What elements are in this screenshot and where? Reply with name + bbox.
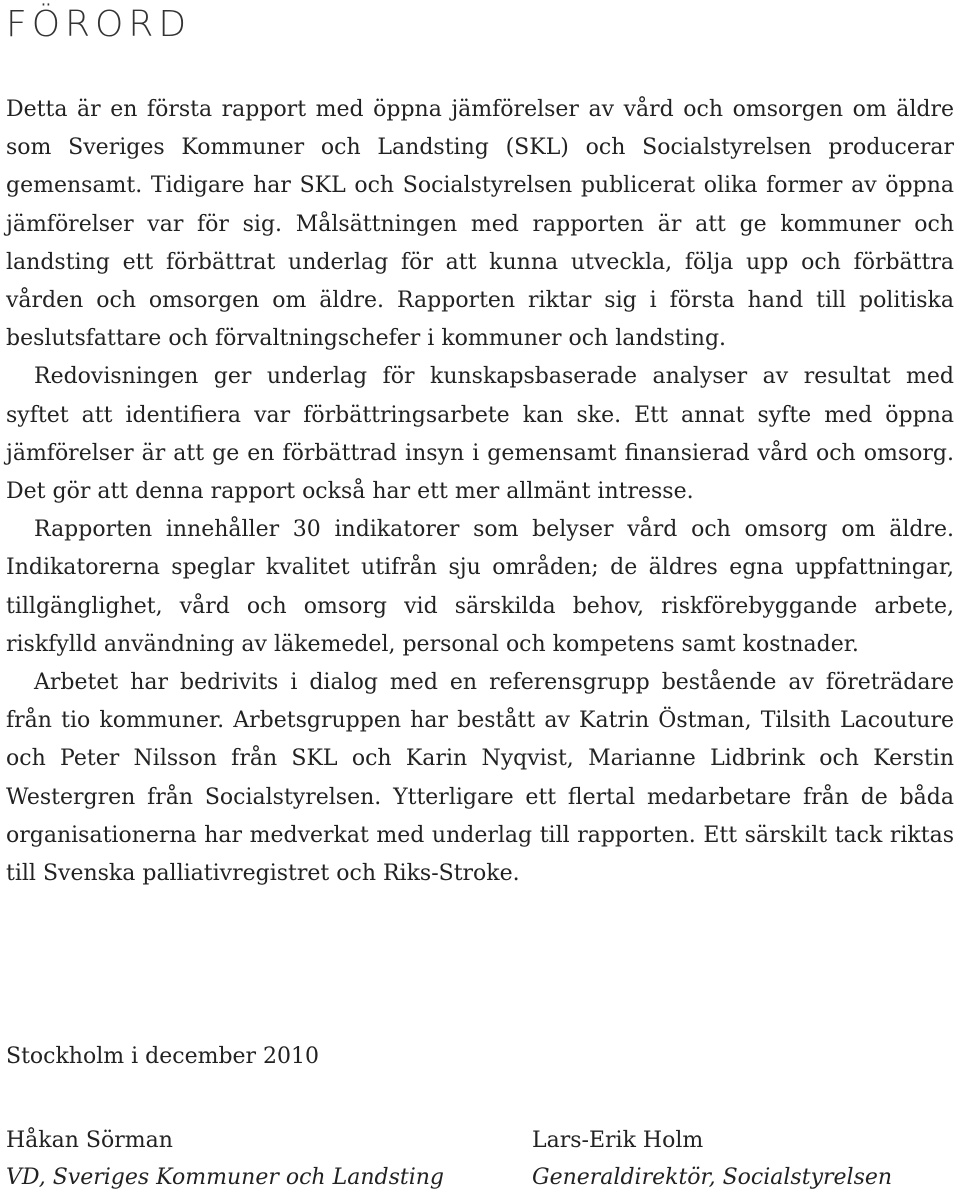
paragraph-1: Detta är en första rapport med öppna jämförelser av vård och omsorgen om äldre som Sveriges Kommuner och Landsting (SKL) och Socialstyrelsen producerar gemensamt. Tidigare har SKL och Socialstyrelsen publicerat olika former av öppna jämförelser var för sig. Målsättningen med rapporten är att ge kommuner och landsting ett förbättrat underlag för att kunna utveckla, följa upp och förbättra vården och omsorgen om äldre. Rapporten riktar sig i första hand till politiska beslutsfattare och förvaltningschefer i kommuner och landsting. xyxy=(6,97,954,352)
signatory-title: Generaldirektör, Socialstyrelsen xyxy=(532,1165,893,1190)
foreword-body xyxy=(6,91,954,893)
page-heading: FÖRORD xyxy=(6,4,192,45)
place-and-date: Stockholm i december 2010 xyxy=(6,1044,320,1069)
paragraph-4: Arbetet har bedrivits i dialog med en referensgrupp bestående av företrädare från tio kommuner. Arbetsgruppen har bestått av Katrin Östman, Tilsith Lacouture och Peter Nilsson från SKL och Karin Nyqvist, Marianne Lidbrink och Kerstin Westergren från Socialstyrelsen. Ytterligare ett flertal medarbetare från de båda organisationerna har medverkat med underlag till rapporten. Ett särskilt tack riktas till Svenska palliativregistret och Riks-Stroke. xyxy=(6,670,954,887)
signature-right xyxy=(532,1122,892,1196)
signatory-name: Håkan Sörman xyxy=(6,1128,173,1153)
paragraph-2: Redovisningen ger underlag för kunskapsbaserade analyser av resultat med syftet att identifiera var förbättringsarbete kan ske. Ett annat syfte med öppna jämförelser är att ge en förbättrad insyn i gemensamt finansierad vård och omsorg. Det gör att denna rapport också har ett mer allmänt intresse. xyxy=(6,364,954,505)
signatory-title: VD, Sveriges Kommuner och Landsting xyxy=(6,1165,444,1190)
paragraph-3: Rapporten innehåller 30 indikatorer som belyser vård och omsorg om äldre. Indikatorerna speglar kvalitet utifrån sju områden; de äldres egna uppfattningar, tillgänglighet, vård och omsorg vid särskilda behov, riskförebyggande arbete, riskfylld användning av läkemedel, personal och kompetens samt kostnader. xyxy=(6,517,954,657)
signature-left xyxy=(6,1122,444,1196)
signatory-name: Lars-Erik Holm xyxy=(532,1128,704,1153)
